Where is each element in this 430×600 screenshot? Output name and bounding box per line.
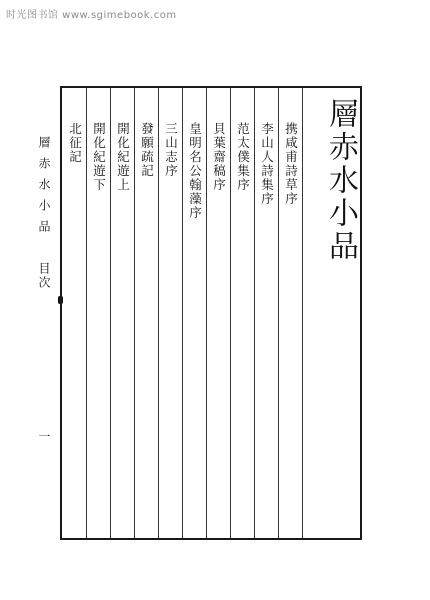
column-rule <box>230 88 231 538</box>
toc-entry: 三山志序 <box>163 122 179 178</box>
toc-entry: 發願疏記 <box>139 122 155 178</box>
column-rule <box>134 88 135 538</box>
book-title: 層赤水小品 <box>323 98 358 263</box>
column-rule <box>302 88 303 538</box>
column-rule <box>158 88 159 538</box>
margin-page-number: 一 <box>37 430 51 442</box>
column-rule <box>254 88 255 538</box>
toc-entry: 皇明名公翰藻序 <box>187 122 203 220</box>
toc-entry: 北征記 <box>67 122 83 164</box>
column-rule <box>278 88 279 538</box>
toc-entry: 開化紀遊上 <box>115 122 131 192</box>
column-rule <box>86 88 87 538</box>
toc-entry: 貝葉齋稿序 <box>211 122 227 192</box>
toc-entry: 李山人詩集序 <box>259 122 275 206</box>
toc-entry: 携咸甫詩草序 <box>283 122 299 206</box>
column-rule <box>110 88 111 538</box>
toc-entry: 開化紀遊下 <box>91 122 107 192</box>
column-rule <box>182 88 183 538</box>
margin-section-label: 目次 <box>37 262 51 290</box>
watermark: 时光图书馆 www.sgimebook.com <box>6 10 177 21</box>
column-rule <box>206 88 207 538</box>
margin-book-title: 層赤水小品 <box>37 136 51 241</box>
toc-entry: 范太僕集序 <box>235 122 251 192</box>
page-frame <box>60 86 362 540</box>
